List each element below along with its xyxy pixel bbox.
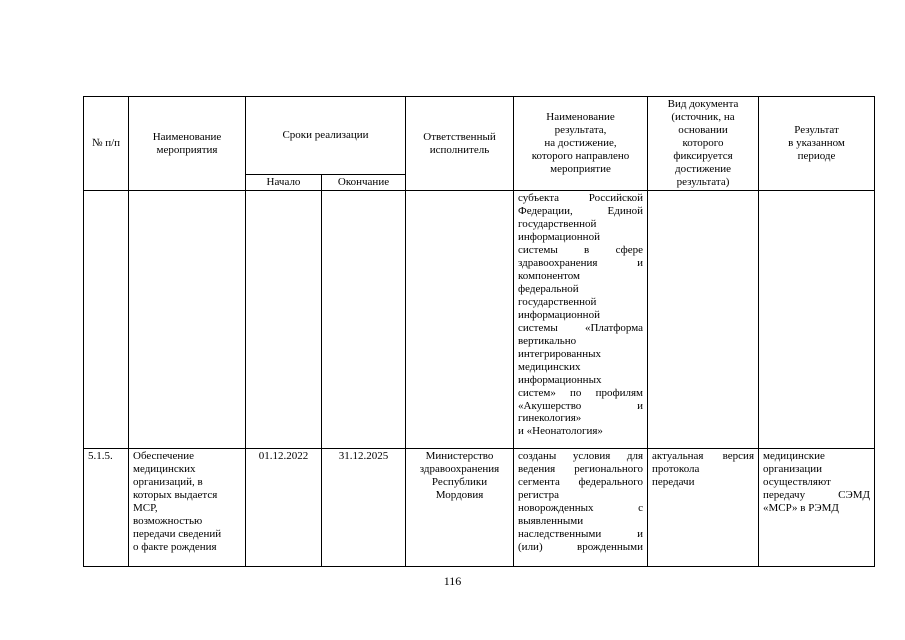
plan-table [83, 96, 875, 567]
cell-result-name-line: (или) врожденными [518, 540, 644, 553]
cell-result-name-line: Федерации, Единой [518, 204, 644, 217]
cell-result-name-line: сегмента федерального [518, 475, 644, 488]
cell-result-empty [759, 191, 875, 449]
header-doc-type-line: которого [682, 137, 724, 150]
cell-end-empty [322, 191, 406, 449]
cell-result-name-line: выявленными [518, 514, 584, 527]
header-doc-type-line: основании [678, 124, 728, 137]
cell-result-name-line: здравоохранения и [518, 256, 644, 269]
header-result-line: Результат [794, 124, 839, 137]
cell-result-line: «МСР» в РЭМД [763, 501, 839, 514]
cell-result-name-line: систем» по профилям [518, 386, 644, 399]
header-doc-type-line: Вид документа [667, 98, 739, 111]
cell-name-line: Обеспечение [133, 450, 194, 462]
cell-result-name-line: субъекта Российской [518, 192, 644, 204]
cell-responsible-line: здравоохранения [419, 462, 500, 475]
header-result-line: периоде [797, 149, 836, 162]
cell-start-date: 01.12.2022 [246, 449, 322, 567]
cell-doc-type [648, 449, 759, 567]
header-doc-type [648, 97, 759, 191]
cell-result-name-line: «Акушерство и [518, 399, 644, 412]
cell-result-line: передачу СЭМД [763, 488, 871, 501]
cell-doc-type-line: актуальная версия [652, 450, 755, 462]
cell-name-line: передачи сведений [133, 527, 222, 540]
cell-result-name-line: вертикально [518, 334, 577, 347]
cell-result-name-line: государственной [518, 295, 597, 308]
header-doc-type-line: (источник, на [671, 111, 735, 124]
cell-result-line: организации [763, 462, 823, 475]
cell-result-name-line: информационной [518, 308, 600, 321]
cell-responsible [406, 449, 514, 567]
header-num: № п/п [84, 97, 129, 191]
cell-result-name-line: наследственными и [518, 527, 644, 540]
cell-result-name [514, 191, 648, 449]
page-number: 116 [443, 574, 462, 588]
cell-name-line: организаций, в [133, 475, 203, 488]
cell-result-name-line: государственной [518, 217, 597, 230]
header-doc-type-line: фиксируется [673, 149, 733, 162]
header-terms: Сроки реализации [246, 97, 406, 175]
cell-num: 5.1.5. [84, 449, 129, 567]
cell-result-name-line: системы «Платформа [518, 321, 644, 334]
cell-doc-type-line: передачи [652, 475, 695, 488]
cell-num-empty [84, 191, 129, 449]
cell-result-name [514, 449, 648, 567]
cell-name-line: которых выдается [133, 488, 218, 501]
cell-result-name-line: интегрированных [518, 347, 601, 360]
header-doc-type-line: результата) [676, 175, 730, 188]
cell-result-name-line: информационной [518, 230, 600, 243]
cell-result-name-line: регистра [518, 488, 560, 501]
header-result-name-line: результата, [554, 124, 607, 137]
cell-end-date: 31.12.2025 [322, 449, 406, 567]
cell-result-name-line: и «Неонатология» [518, 425, 603, 438]
cell-name-empty [129, 191, 246, 449]
header-start: Начало [246, 175, 322, 191]
table-row [84, 191, 875, 449]
cell-result-name-line: созданы условия для [518, 450, 644, 462]
header-result-line: в указанном [788, 137, 845, 150]
cell-name-line: МСР, [133, 501, 158, 514]
cell-result-name-line: ведения регионального [518, 462, 644, 475]
cell-responsible-line: Мордовия [435, 488, 484, 501]
cell-result-line: медицинские [763, 450, 825, 462]
header-result-name-line: на достижение, [544, 137, 617, 150]
header-name: Наименование мероприятия [129, 97, 246, 191]
header-result-name-line: Наименование [546, 111, 615, 124]
cell-result-name-line: федеральной [518, 282, 579, 295]
cell-name [129, 449, 246, 567]
header-end: Окончание [322, 175, 406, 191]
header-result-name-line: мероприятие [550, 162, 611, 175]
header-doc-type-line: достижение [675, 162, 731, 175]
header-responsible: Ответственный исполнитель [406, 97, 514, 191]
cell-name-line: медицинских [133, 462, 196, 475]
cell-result-name-line: информационных [518, 373, 602, 386]
cell-result-name-line: новорожденных с [518, 501, 644, 514]
cell-result-line: осуществляют [763, 475, 831, 488]
cell-responsible-empty [406, 191, 514, 449]
cell-result-name-line: системы в сфере [518, 243, 644, 256]
cell-start-empty [246, 191, 322, 449]
cell-name-line: о факте рождения [133, 540, 217, 553]
cell-doc-type-empty [648, 191, 759, 449]
header-result-name [514, 97, 648, 191]
cell-result-name-line: компонентом [518, 269, 581, 282]
header-result [759, 97, 875, 191]
cell-responsible-line: Министерство [425, 450, 494, 462]
cell-name-line: возможностью [133, 514, 203, 527]
cell-responsible-line: Республики [431, 475, 488, 488]
cell-result-name-line: медицинских [518, 360, 581, 373]
cell-result [759, 449, 875, 567]
cell-doc-type-line: протокола [652, 462, 700, 475]
table-row [84, 449, 875, 567]
table-header-row [84, 97, 875, 175]
header-result-name-line: которого направлено [531, 149, 630, 162]
cell-result-name-line: гинекология» [518, 412, 582, 425]
